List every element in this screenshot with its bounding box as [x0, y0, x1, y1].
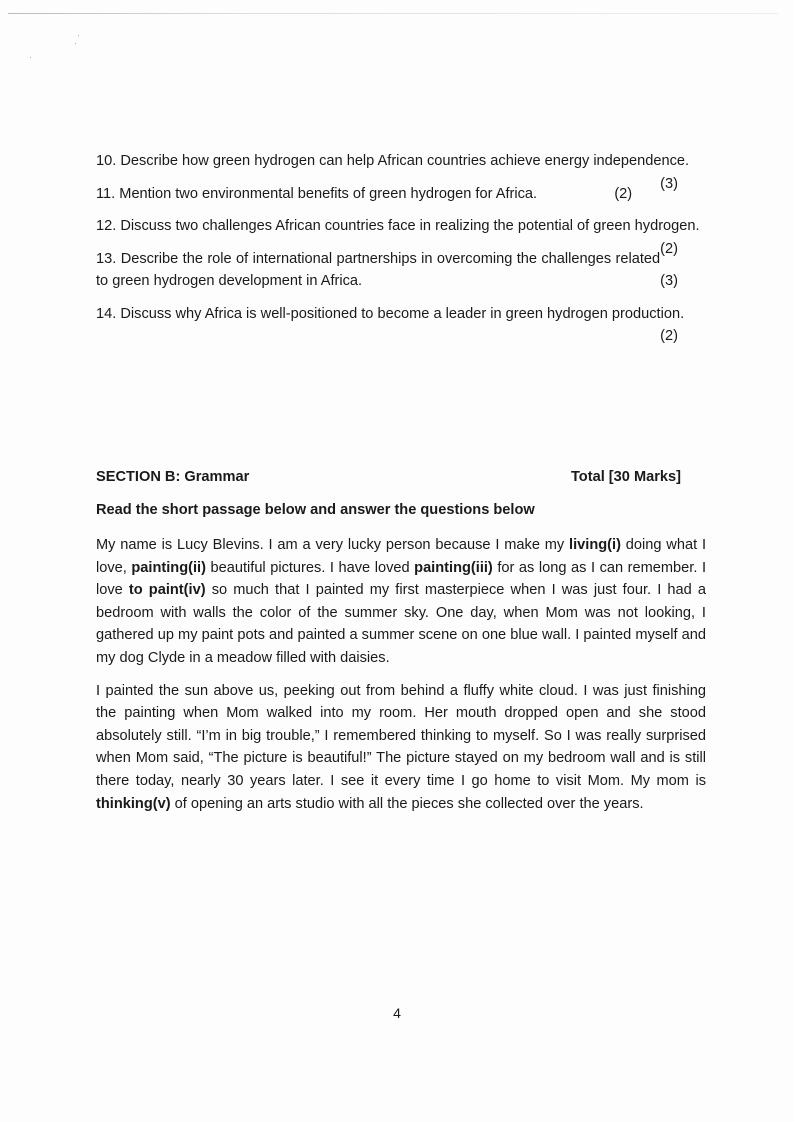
passage-paragraph-2	[96, 680, 706, 816]
scan-edge-line	[8, 13, 778, 14]
passage-text: so much that I painted my first masterpiece when I was just four. I had a bedroom with walls the color of the summer sky. One day, when Mom was not looking, I gathered up my paint pots and painted a summer scene on one blue wall. I painted myself and my dog Clyde in a meadow filled with daisies.	[96, 582, 706, 666]
question-number: 11.	[96, 185, 116, 202]
page-number: 4	[393, 1005, 401, 1021]
question-13	[96, 248, 706, 293]
question-text: Describe the role of international partnerships in overcoming the challenges related to green hydrogen development in Africa.	[96, 250, 661, 289]
question-marks: (2)	[660, 240, 678, 257]
passage-text: I painted the sun above us, peeking out from behind a fluffy white cloud. I was just finishing the painting when Mom walked into my room. Her mouth dropped open and she stood absolutely still. “I’m in big trouble,” I remembered thinking to myself. So I was really surprised when Mom said, “The picture is beautiful!” The picture stayed on my bedroom wall and is still there today, nearly 30 years later. I see it every time I go home to visit Mom. My mom is	[96, 682, 706, 789]
grammar-target-word: painting(ii)	[131, 559, 206, 576]
section-total-marks: Total [30 Marks]	[570, 469, 681, 485]
section-title: SECTION B: Grammar	[96, 469, 250, 485]
question-11	[96, 183, 706, 206]
question-number: 12.	[96, 218, 117, 234]
passage-text: of opening an arts studio with all the pieces she collected over the years.	[170, 795, 644, 812]
questions-list	[96, 150, 706, 348]
passage-text: for as long as I can remember. I love	[96, 559, 706, 599]
question-text: Describe how green hydrogen can help African countries achieve energy independence.	[120, 153, 690, 169]
grammar-target-word: painting(iii)	[414, 559, 493, 576]
grammar-target-word: to paint(iv)	[128, 582, 206, 599]
question-marks: (3)	[660, 273, 678, 289]
question-text: Mention two environmental benefits of green hydrogen for Africa.	[119, 185, 538, 202]
section-heading	[96, 469, 681, 485]
question-number: 10.	[96, 153, 117, 169]
question-number: 14.	[96, 305, 117, 322]
grammar-passage	[96, 534, 706, 825]
question-marks: (3)	[660, 175, 678, 192]
question-text: Discuss why Africa is well-positioned to become a leader in green hydrogen production.	[120, 305, 685, 322]
question-marks: (2)	[614, 185, 633, 202]
question-number: 13.	[96, 250, 117, 267]
grammar-target-word: thinking(v)	[96, 795, 171, 812]
grammar-target-word: living(i)	[569, 537, 621, 553]
passage-text: My name is Lucy Blevins. I am a very lucky person because I make my	[96, 537, 570, 553]
section-instruction: Read the short passage below and answer the questions below	[96, 502, 535, 518]
scan-speck	[30, 57, 31, 58]
scan-speck	[78, 35, 79, 36]
passage-text: doing what I love,	[96, 537, 706, 576]
question-marks: (2)	[660, 328, 678, 344]
question-10	[96, 150, 706, 192]
question-12	[96, 215, 706, 257]
question-14	[96, 303, 706, 344]
question-text: Discuss two challenges African countries face in realizing the potential of green hydrogen.	[120, 218, 700, 234]
scan-speck	[75, 43, 76, 44]
passage-paragraph-1	[96, 534, 706, 670]
passage-text: beautiful pictures. I have loved	[205, 559, 415, 576]
